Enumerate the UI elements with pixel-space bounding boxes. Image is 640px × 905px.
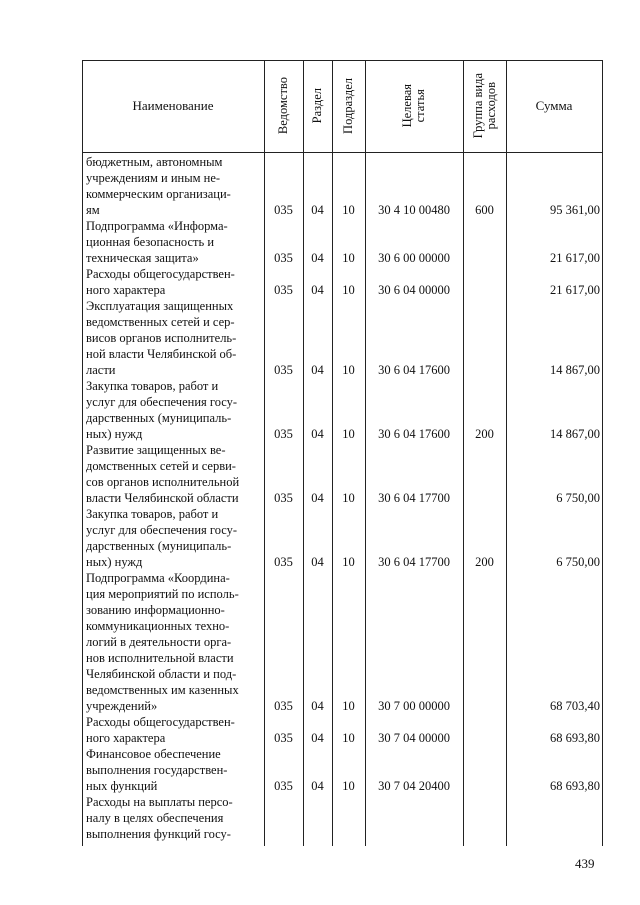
column-divider [332,60,333,846]
cell-vedomstvo: 035 [274,203,293,217]
cell-razdel: 04 [311,491,324,505]
row-name [86,298,260,378]
row-name-line: налу в целях обеспечения [86,811,224,825]
cell-celevaya-statya: 30 6 00 00000 [378,251,450,265]
row-name-line: выполнения государствен- [86,763,228,777]
cell-razdel: 04 [311,203,324,217]
row-name-line: Подпрограмма «Информа- [86,219,228,233]
cell-razdel: 04 [311,427,324,441]
table-border-right [602,60,603,846]
cell-summa: 14 867,00 [550,363,600,377]
cell-razdel: 04 [311,699,324,713]
cell-razdel: 04 [311,555,324,569]
row-name-line: ведомственных им казенных [86,683,239,697]
header-name: Наименование [132,98,214,113]
cell-celevaya-statya: 30 6 04 17600 [378,427,450,441]
cell-summa: 21 617,00 [550,251,600,265]
row-name-line: зованию информационно- [86,603,225,617]
row-name-line: ционная безопасность и [86,235,215,249]
cell-celevaya-statya: 30 6 04 17700 [378,555,450,569]
cell-razdel: 04 [311,731,324,745]
row-name [86,442,260,506]
cell-vedomstvo: 035 [274,363,293,377]
row-name-line: Расходы общегосударствен- [86,267,235,281]
row-name-line: коммуникационных техно- [86,619,230,633]
header-gruppa-vida-rashodov: Группа вида расходов [470,73,498,139]
row-name-line: Закупка товаров, работ и [86,379,219,393]
cell-razdel: 04 [311,363,324,377]
cell-summa: 95 361,00 [550,203,600,217]
row-name-line: Финансовое обеспечение [86,747,221,761]
cell-podrazdel: 10 [342,203,355,217]
row-name-line: ной власти Челябинской об- [86,347,237,361]
cell-summa: 21 617,00 [550,283,600,297]
row-name [86,794,260,842]
row-name-line: Закупка товаров, работ и [86,507,219,521]
cell-podrazdel: 10 [342,283,355,297]
cell-summa: 68 693,80 [550,779,600,793]
row-name-line: ция мероприятий по исполь- [86,587,239,601]
row-name-line: дарственных (муниципаль- [86,411,232,425]
header-vedomstvo: Ведомство [276,77,290,135]
row-name-line: Развитие защищенных ве- [86,443,226,457]
row-name-line: ных) нужд [86,555,143,569]
cell-razdel: 04 [311,251,324,265]
column-divider [463,60,464,846]
row-name-line: Подпрограмма «Координа- [86,571,230,585]
row-name-line: бюджетным, автономным [86,155,223,169]
cell-podrazdel: 10 [342,251,355,265]
cell-summa: 6 750,00 [556,555,600,569]
row-name-line: ласти [86,363,116,377]
cell-vedomstvo: 035 [274,427,293,441]
row-name-line: учреждениям и иным не- [86,171,221,185]
cell-celevaya-statya: 30 7 04 20400 [378,779,450,793]
cell-summa: 68 693,80 [550,731,600,745]
cell-celevaya-statya: 30 4 10 00480 [378,203,450,217]
page-number: 439 [575,856,595,871]
header-celevaya-statya: Целевая статья [400,84,427,128]
row-name-line: ям [86,203,100,217]
column-divider [264,60,265,846]
row-name-line: домственных сетей и серви- [86,459,236,473]
cell-celevaya-statya: 30 6 04 00000 [378,283,450,297]
table-border-left [82,60,83,846]
cell-celevaya-statya: 30 6 04 17700 [378,491,450,505]
cell-podrazdel: 10 [342,779,355,793]
column-divider [506,60,507,846]
cell-podrazdel: 10 [342,491,355,505]
column-divider [365,60,366,846]
cell-vedomstvo: 035 [274,491,293,505]
row-name-line: коммерческим организаци- [86,187,231,201]
cell-razdel: 04 [311,779,324,793]
row-name [86,218,260,266]
cell-podrazdel: 10 [342,363,355,377]
cell-celevaya-statya: 30 7 04 00000 [378,731,450,745]
cell-podrazdel: 10 [342,555,355,569]
header-razdel: Раздел [310,88,324,124]
cell-vedomstvo: 035 [274,731,293,745]
row-name [86,378,260,442]
row-name-line: логий в деятельности орга- [86,635,232,649]
row-name [86,506,260,570]
header-summa: Сумма [535,98,573,113]
row-name-line: ного характера [86,283,166,297]
row-name [86,570,260,714]
budget-table [82,60,602,846]
cell-vedomstvo: 035 [274,283,293,297]
row-name-line: выполнения функций госу- [86,827,231,841]
cell-podrazdel: 10 [342,427,355,441]
row-name-line: услуг для обеспечения госу- [86,395,238,409]
header-podrazdel: Подраздел [341,78,355,134]
row-name [86,154,260,218]
cell-podrazdel: 10 [342,731,355,745]
cell-vedomstvo: 035 [274,555,293,569]
row-name-line: дарственных (муниципаль- [86,539,232,553]
cell-gruppa: 200 [475,427,494,441]
cell-celevaya-statya: 30 7 00 00000 [378,699,450,713]
cell-razdel: 04 [311,283,324,297]
header-divider [82,152,602,153]
cell-gruppa: 600 [475,203,494,217]
row-name-line: власти Челябинской области [86,491,239,505]
row-name-line: ных) нужд [86,427,143,441]
row-name [86,714,260,746]
row-name [86,746,260,794]
row-name-line: ного характера [86,731,166,745]
row-name-line: техническая защита» [86,251,199,265]
cell-summa: 68 703,40 [550,699,600,713]
cell-summa: 14 867,00 [550,427,600,441]
row-name-line: Расходы на выплаты персо- [86,795,233,809]
row-name [86,266,260,298]
cell-vedomstvo: 035 [274,699,293,713]
row-name-line: Челябинской области и под- [86,667,237,681]
row-name-line: Расходы общегосударствен- [86,715,235,729]
row-name-line: висов органов исполнитель- [86,331,237,345]
cell-vedomstvo: 035 [274,779,293,793]
row-name-line: ных функций [86,779,158,793]
row-name-line: ведомственных сетей и сер- [86,315,235,329]
row-name-line: Эксплуатация защищенных [86,299,234,313]
row-name-line: учреждений» [86,699,158,713]
cell-vedomstvo: 035 [274,251,293,265]
column-divider [303,60,304,846]
cell-podrazdel: 10 [342,699,355,713]
row-name-line: услуг для обеспечения госу- [86,523,238,537]
row-name-line: нов исполнительной власти [86,651,234,665]
row-name-line: сов органов исполнительной [86,475,240,489]
cell-summa: 6 750,00 [556,491,600,505]
cell-celevaya-statya: 30 6 04 17600 [378,363,450,377]
cell-gruppa: 200 [475,555,494,569]
